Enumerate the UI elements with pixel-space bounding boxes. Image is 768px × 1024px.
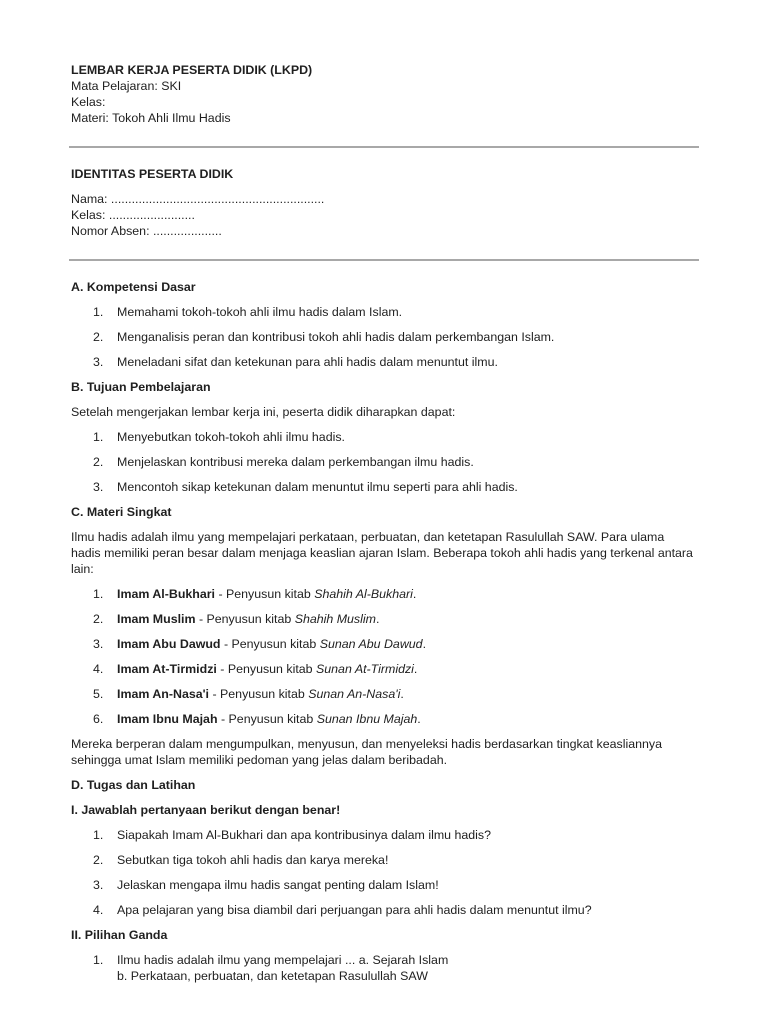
item-number: 3. [93,355,104,369]
list-item [71,329,697,345]
item-number: 2. [93,853,104,867]
section-c-heading: C. Materi Singkat [71,505,172,519]
item-number: 2. [93,330,104,344]
item-text: Apa pelajaran yang bisa diambil dari perjuangan para ahli hadis dalam menuntut ilmu? [117,903,592,917]
section-a-heading: A. Kompetensi Dasar [71,280,196,294]
list-item [71,661,697,677]
list-item [71,454,697,470]
scholar-desc: - Penyusun kitab [217,712,317,726]
document-title: LEMBAR KERJA PESERTA DIDIK (LKPD) [71,63,313,77]
item-number: 3. [93,480,104,494]
section-d-heading: D. Tugas dan Latihan [71,778,196,792]
item-number: 1. [93,430,104,444]
punctuation: . [422,637,427,651]
item-text: Menjelaskan kontribusi mereka dalam perkembangan ilmu hadis. [117,455,474,469]
scholar-name: Imam Ibnu Majah [117,712,218,726]
list-item [71,479,697,495]
scholar-desc: - Penyusun kitab [220,637,320,651]
punctuation: . [412,587,417,601]
section-c-intro: Ilmu hadis adalah ilmu yang mempelajari perkataan, perbuatan, dan ketetapan Rasulullah SAW. Para ulama hadis memiliki peran besar dalam menjaga keaslian ajaran Islam. Beberapa tokoh ahli hadis yang terkenal antara lain: [71,530,693,576]
list-item [71,636,697,652]
item-number: 4. [93,662,104,676]
book-title: Shahih Al-Bukhari [314,587,413,601]
subject-line: Mata Pelajaran: SKI [71,79,182,93]
item-number: 1. [93,587,104,601]
scholar-desc: - Penyusun kitab [209,687,309,701]
item-text: Menyebutkan tokoh-tokoh ahli ilmu hadis. [117,430,345,444]
item-number: 3. [93,878,104,892]
option-text: b. Perkataan, perbuatan, dan ketetapan Rasulullah SAW [117,969,428,983]
item-text: Memahami tokoh-tokoh ahli ilmu hadis dalam Islam. [117,305,403,319]
identity-block [71,166,697,239]
item-number: 1. [93,828,104,842]
essay-heading: I. Jawablah pertanyaan berikut dengan benar! [71,803,341,817]
list-item [71,877,697,893]
scholar-name: Imam An-Nasa'i [117,687,210,701]
scholar-desc: - Penyusun kitab [216,662,317,676]
header-block [71,62,697,126]
hadith-scholars-list [71,586,697,727]
multiple-choice-list [71,952,697,984]
list-item [71,852,697,868]
scholar-name: Imam Abu Dawud [117,637,221,651]
scholar-name: Imam Al-Bukhari [117,587,215,601]
book-title: Sunan An-Nasa'i [308,687,401,701]
scholar-desc: - Penyusun kitab [215,587,315,601]
item-text: Jelaskan mengapa ilmu hadis sangat penting dalam Islam! [117,878,439,892]
item-text: Siapakah Imam Al-Bukhari dan apa kontribusinya dalam ilmu hadis? [117,828,491,842]
scholar-name: Imam Muslim [117,612,196,626]
list-item [71,827,697,843]
list-item [71,611,697,627]
list-item [71,952,697,984]
scholar-desc: - Penyusun kitab [195,612,295,626]
item-text: Mencontoh sikap ketekunan dalam menuntut ilmu seperti para ahli hadis. [117,480,518,494]
item-number: 3. [93,637,104,651]
multiple-choice-heading: II. Pilihan Ganda [71,928,168,942]
list-item [71,429,697,445]
item-text: Menganalisis peran dan kontribusi tokoh ahli hadis dalam perkembangan Islam. [117,330,555,344]
topic-line: Materi: Tokoh Ahli Ilmu Hadis [71,111,231,125]
list-item [71,902,697,918]
book-title: Sunan Ibnu Majah [316,712,418,726]
essay-question-list [71,827,697,918]
divider [69,146,699,148]
section-b-heading: B. Tujuan Pembelajaran [71,380,211,394]
item-text: Meneladani sifat dan ketekunan para ahli hadis dalam menuntut ilmu. [117,355,498,369]
book-title: Shahih Muslim [294,612,376,626]
divider [69,259,699,261]
list-item [71,354,697,370]
scholar-name: Imam At-Tirmidzi [117,662,217,676]
book-title: Sunan Abu Dawud [319,637,423,651]
punctuation: . [400,687,404,701]
absence-number-field: Nomor Absen: .................... [71,224,222,238]
item-number: 1. [93,953,104,967]
list-item [71,686,697,702]
item-number: 5. [93,687,104,701]
book-title: Sunan At-Tirmidzi [316,662,414,676]
list-item [71,711,697,727]
item-number: 2. [93,612,104,626]
section-c-closing: Mereka berperan dalam mengumpulkan, menyusun, dan menyeleksi hadis berdasarkan tingkat keasliannya sehingga umat Islam memiliki pedoman yang jelas dalam beribadah. [71,737,662,767]
section-b-intro: Setelah mengerjakan lembar kerja ini, peserta didik diharapkan dapat: [71,405,456,419]
item-text: Sebutkan tiga tokoh ahli hadis dan karya mereka! [117,853,389,867]
item-number: 4. [93,903,104,917]
question-text: Ilmu hadis adalah ilmu yang mempelajari ... a. Sejarah Islam [117,953,449,967]
objective-list [71,429,697,495]
class-line: Kelas: [71,95,106,109]
punctuation: . [375,612,380,626]
item-number: 1. [93,305,104,319]
item-number: 6. [93,712,104,726]
list-item [71,304,697,320]
name-field: Nama: .............................................................. [71,192,325,206]
list-item [71,586,697,602]
class-field: Kelas: ......................... [71,208,195,222]
competency-list [71,304,697,370]
item-number: 2. [93,455,104,469]
identity-heading: IDENTITAS PESERTA DIDIK [71,167,234,181]
punctuation: . [413,662,418,676]
punctuation: . [417,712,421,726]
